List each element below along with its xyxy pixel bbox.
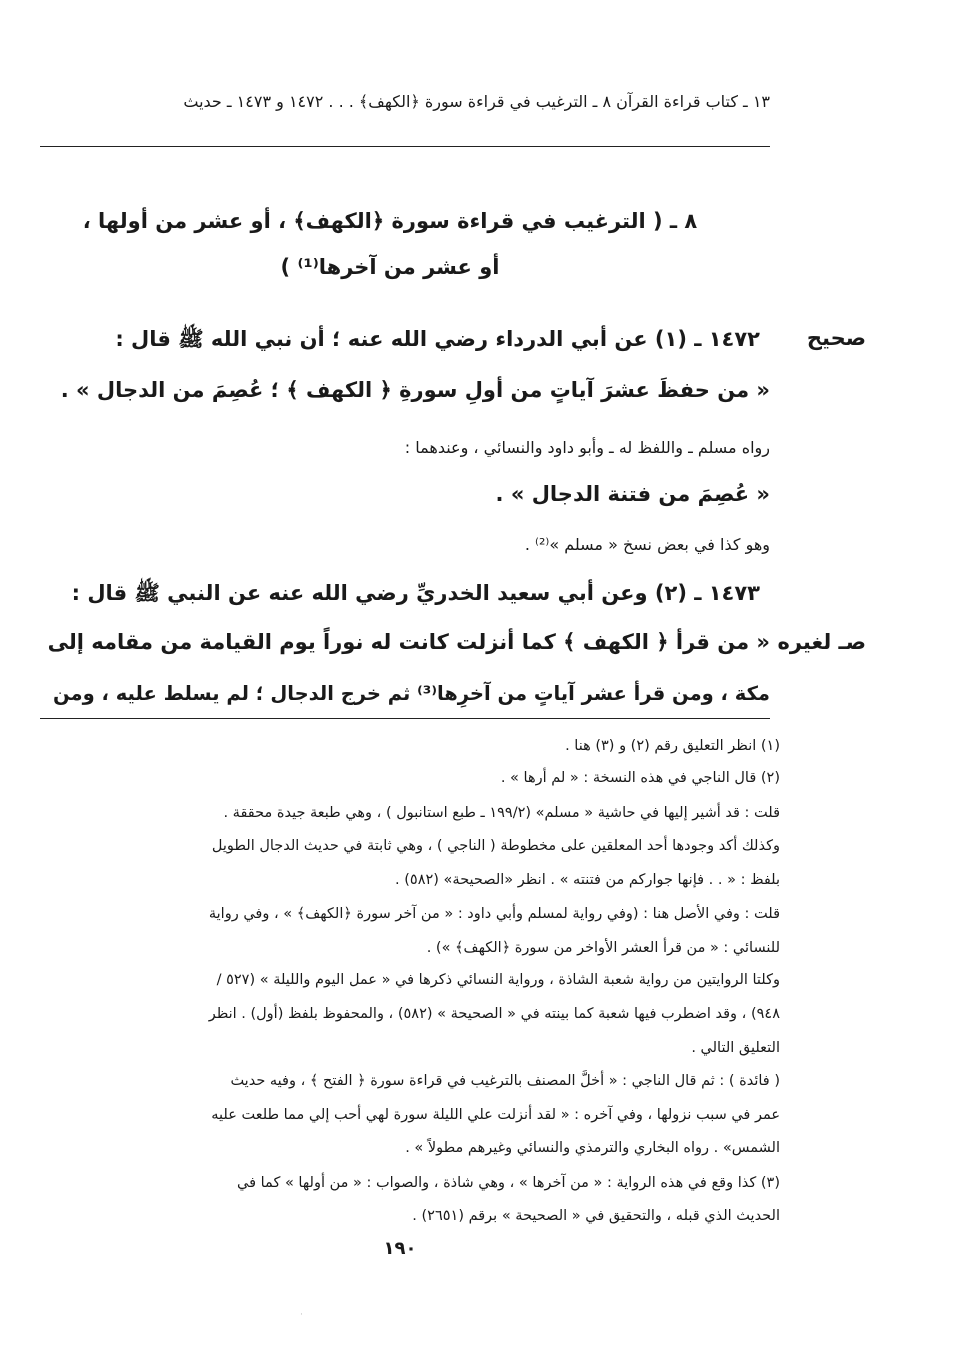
hadith-1472-intro: ١٤٧٢ ـ (١) عن أبي الدرداء رضي الله عنه ؛ أن نبي الله ﷺ قال : [115, 327, 760, 351]
scan-speck: · [300, 1310, 303, 1320]
footnote-2-line-6: للنسائي : « من قرأ العشر الأواخر من سورة ﴿الكهف﴾ ») . [426, 940, 780, 956]
hadith-1473-text-line-1: « من قرأ ﴿ الكهف ﴾ كما أنزلت كانت له نوراً يوم القيامة من مقامه إلى [47, 630, 770, 654]
footnote-3: (٣) كذا وقع في هذه الرواية : « من آخرها » ، وهي شاذة ، والصواب : « من أولها » كما في [237, 1175, 780, 1191]
grade-label-1: صحيح [806, 326, 866, 350]
chapter-title-line-1: ٨ ـ ( الترغيب في قراءة سورة ﴿الكهف﴾ ، أو عشر من أولها ، [82, 209, 698, 233]
footnote-2-line-3: وكذلك أكد وجودها أحد المعلقين على مخطوطة ( الناجي ) ، وهي ثابتة في حديث الدجال الطويل [211, 838, 780, 854]
footnote-2-line-5: قلت : وفي الأصل هنا : (وفي رواية لمسلم وأبي داود : « من آخر سورة ﴿الكهف﴾ » ، وفي رواية [208, 906, 780, 922]
footnote-3-line-2: الحديث الذي قبله ، والتحقيق في « الصحيحة » برقم (٢٦٥١) . [412, 1208, 780, 1224]
footnote-2-line-2: قلت : قد أشير إليها في حاشية « مسلم» (١٩٩/٢ ـ طبع استانبول ) ، وهي طبعة جيدة محققة . [223, 805, 780, 821]
footnote-2-line-9: التعليق التالي . [691, 1040, 780, 1056]
footnote-2: (٢) قال الناجي في هذه النسخة : « لم أرها » . [500, 770, 780, 786]
grade-label-2: صـ لغيره [777, 630, 866, 654]
footnote-2-line-7: وكلتا الروايتين من رواية شعبة الشاذة ، ورواية النسائي ذكرها في « عمل اليوم والليلة » (٥٢٧ / [216, 972, 780, 988]
footnote-2-line-12: الشمس» . رواه البخاري والترمذي والنسائي وغيرهم مطولاً » . [405, 1140, 780, 1156]
chapter-title-line-2: أو عشر من آخرها⁽¹⁾ ) [280, 255, 500, 279]
footnote-rule [40, 718, 770, 719]
footnote-1: (١) انظر التعليق رقم (٢) و (٣) هنا . [565, 738, 780, 754]
footnote-2-line-10: ( فائدة ) : ثم قال الناجي : « أخلَّ المصنف بالترغيب في قراءة سورة ﴿ الفتح ﴾ ، وفيه حديث [230, 1073, 780, 1089]
running-header: ١٣ ـ كتاب قراءة القرآن ٨ ـ الترغيب في قراءة سورة ﴿الكهف﴾ . . . ١٤٧٢ و ١٤٧٣ ـ حديث [183, 92, 770, 111]
page-number: ١٩٠ [383, 1238, 417, 1259]
footnote-2-line-8: ٩٤٨) ، وقد اضطرب فيها شعبة كما بينته في « الصحيحة » (٥٨٢) ، والمحفوظ بلفظ (أول) . انظر [208, 1006, 780, 1022]
hadith-1473-text-line-2: مكة ، ومن قرأ عشر آياتٍ من آخرِها⁽³⁾ ثم خرج الدجال ؛ لم يسلط عليه ، ومن [53, 682, 770, 705]
header-rule [40, 146, 770, 147]
hadith-1472-text: « من حفظَ عشرَ آياتٍ من أولِ سورةِ ﴿ الكهف ﴾ ؛ عُصِمَ من الدجال » . [60, 378, 770, 402]
hadith-1472-source: رواه مسلم ـ واللفظ له ـ وأبو داود والنسائي ، وعندهما : [404, 438, 770, 457]
chapter-title [60, 198, 720, 290]
footnote-2-line-4: بلفظ : « . . فإنها جواركم من فتنته » . انظر «الصحيحة» (٥٨٢) . [395, 872, 780, 888]
footnote-2-line-11: عمر في سبب نزولها ، وفي آخره : « لقد أنزلت علي الليلة سورة لهي أحب إلي مما طلعت عليه [211, 1107, 780, 1123]
hadith-1473-intro: ١٤٧٣ ـ (٢) وعن أبي سعيد الخدريِّ رضي الله عنه عن النبي ﷺ قال : [71, 581, 760, 605]
hadith-1472-variant: « عُصِمَ من فتنة الدجال » . [495, 482, 770, 506]
hadith-1472-note: وهو كذا في بعض نسخ « مسلم »⁽²⁾ . [524, 535, 770, 554]
